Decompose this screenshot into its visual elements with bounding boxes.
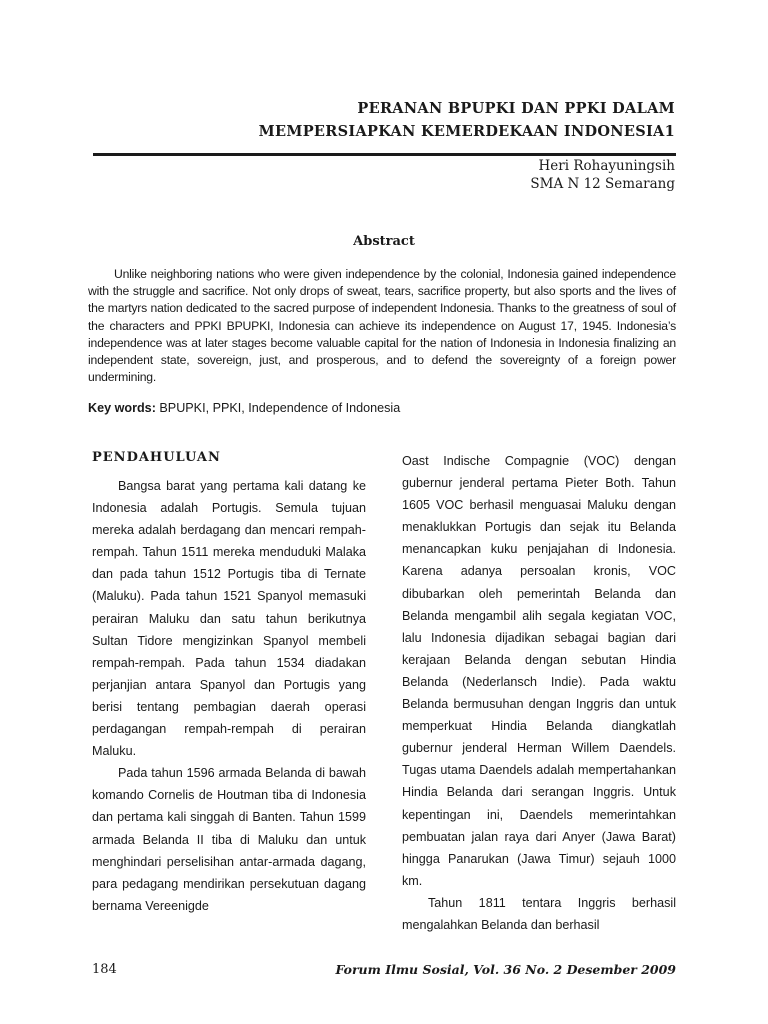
keywords bbox=[88, 401, 400, 415]
page-number: 184 bbox=[92, 962, 117, 977]
paper-title-line-2: MEMPERSIAPKAN KEMERDEKAAN INDONESIA1 bbox=[258, 123, 675, 140]
body-paragraph: Bangsa barat yang pertama kali datang ke Indonesia adalah Portugis. Semula tujuan mereka adalah berdagang dan mencari rempah-rempah. Tahun 1511 mereka menduduki Malaka dan pada tahun 1512 Portugis tiba di Ternate (Maluku). Pada tahun 1521 Spanyol memasuki perairan Maluku dan satu tahun berikutnya Sultan Tidore mengizinkan Spanyol membeli rempah-rempah. Pada tahun 1534 diadakan perjanjian antara Spanyol dan Portugis yang berisi tentang pembagian daerah operasi perdagangan rempah-rempah di perairan Maluku. bbox=[92, 479, 366, 759]
body-paragraph: Pada tahun 1596 armada Belanda di bawah komando Cornelis de Houtman tiba di Indonesia dan pertama kali singgah di Banten. Tahun 1599 armada Belanda II tiba di Maluku dan untuk menghindari perselisihan antar-armada dagang, para pedagang mendirikan persekutuan dagang bernama Vereenigde bbox=[92, 766, 366, 913]
section-heading: PENDAHULUAN bbox=[92, 450, 221, 465]
body-paragraph: Tahun 1811 tentara Inggris berhasil mengalahkan Belanda dan berhasil bbox=[402, 895, 676, 932]
journal-citation: Forum Ilmu Sosial, Vol. 36 No. 2 Desember 2009 bbox=[335, 962, 676, 977]
author-affiliation: SMA N 12 Semarang bbox=[530, 176, 675, 192]
author-name: Heri Rohayuningsih bbox=[538, 158, 675, 174]
paper-title-line-1: PERANAN BPUPKI DAN PPKI DALAM bbox=[357, 100, 675, 117]
title-divider bbox=[93, 153, 676, 156]
keywords-value: BPUPKI, PPKI, Independence of Indonesia bbox=[155, 401, 401, 415]
author-block bbox=[530, 157, 675, 193]
body-paragraph: Oast Indische Compagnie (VOC) dengan gubernur jenderal pertama Pieter Both. Tahun 1605 VOC berhasil menguasai Maluku dengan menaklukkan Portugis dan sejak itu Belanda menancapkan kuku penjajahan di Indonesia. Karena adanya persoalan kronis, VOC dibubarkan oleh pemerintah Belanda dan Belanda mengambil alih segala kegiatan VOC, lalu Indonesia dijadikan sebagai bagian dari kerajaan Belanda dengan sebutan Hindia Belanda (Nederlansch Indie). Pada waktu Belanda bermusuhan dengan Inggris dan untuk memperkuat Hindia Belanda diangkatlah gubernur jenderal Herman Willem Daendels. Tugas utama Daendels adalah mempertahankan Hindia Belanda dari serangan Inggris. Untuk kepentingan ini, Daendels memerintahkan pembuatan jalan raya dari Anyer (Jawa Barat) hingga Panarukan (Jawa Timur) sejauh 1000 km. bbox=[402, 454, 676, 888]
paper-title bbox=[259, 97, 675, 143]
body-column-left bbox=[92, 449, 366, 917]
keywords-label: Key words: bbox=[88, 401, 156, 415]
abstract-heading: Abstract bbox=[353, 234, 415, 249]
body-column-right bbox=[402, 450, 676, 936]
abstract-text: Unlike neighboring nations who were given independence by the colonial, Indonesia gained independence with the struggle and sacrifice. Not only drops of sweat, tears, sacrifice property, but also sports and the lives of the martyrs nation dedicated to the sacred purpose of independent Indonesia. Thanks to the greatness of soul of the characters and PPKI BPUPKI, Indonesia can achieve its independence on August 17, 1945. Indonesia’s independence was at later stages become valuable capital for the nation of Indonesia in Indonesia finalizing an independent state, sovereign, just, and prosperous, and to defend the sovereignty of a foreign power undermining. bbox=[88, 267, 676, 385]
